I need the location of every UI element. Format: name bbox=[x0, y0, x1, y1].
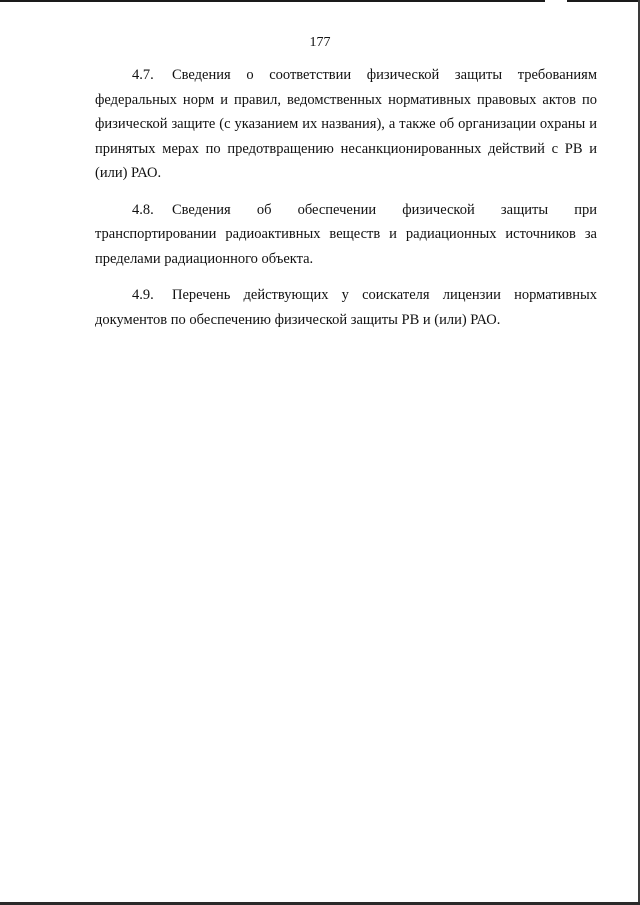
document-body bbox=[95, 63, 597, 344]
clause-4-8 bbox=[95, 198, 597, 272]
clause-4-7 bbox=[95, 63, 597, 186]
scan-edge-top bbox=[0, 0, 640, 2]
scan-edge-top-gap bbox=[545, 0, 567, 2]
clause-number: 4.9. bbox=[132, 287, 154, 303]
clause-4-9 bbox=[95, 283, 597, 332]
clause-text: Сведения о соответствии физической защиты требованиям федеральных норм и правил, ведомственных нормативных правовых актов по физической защите (с указанием их названия), а также об организации охраны и принятых мерах по предотвращению несанкционированных действий с РВ и (или) РАО. bbox=[95, 67, 597, 181]
page-number: 177 bbox=[309, 35, 331, 50]
clause-text: Перечень действующих у соискателя лицензии нормативных документов по обеспечению физической защиты РВ и (или) РАО. bbox=[95, 287, 597, 328]
clause-number: 4.8. bbox=[132, 201, 154, 218]
clause-text: Сведения об обеспечении физической защиты при транспортировании радиоактивных веществ и радиационных источников за пределами радиационного объекта. bbox=[95, 201, 597, 267]
clause-number: 4.7. bbox=[132, 67, 154, 83]
